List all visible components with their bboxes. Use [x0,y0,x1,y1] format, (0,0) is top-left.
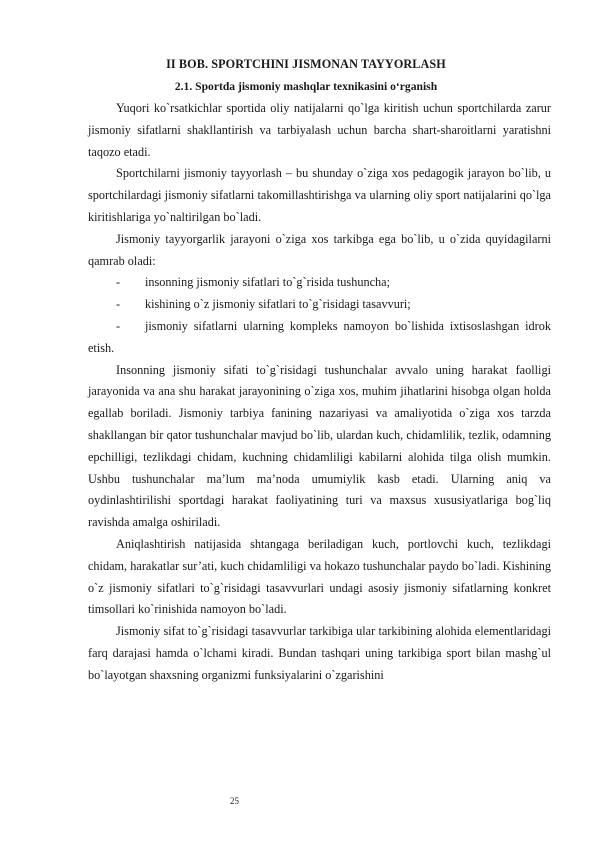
list-item [88,272,551,294]
section-title: 2.1. Sportda jismoniy mashqlar texnikasini o‘rganish [174,80,438,93]
list-marker: - [116,318,121,333]
list-item-text: kishining o`z jismoniy sifatlari to`g`risidagi tasavvuri; [145,297,411,312]
chapter-title: II BOB. SPORTCHINI JISMONAN TAYYORLASH [166,57,446,71]
paragraph: Sportchilarni jismoniy tayyorlash – bu shunday o`ziga xos pedagogik jarayon bo`lib, u sportchilardagi jismoniy sifatlarni takomillashtirishga va ularning oliy sport natijalarini qo`lga kiritishlariga yo`naltirilgan bo`ladi. [88,166,551,224]
list-item [88,316,551,360]
paragraph: Insonning jismoniy sifati to`g`risidagi tushunchalar avvalo uning harakat faolligi jarayonida va ana shu harakat jarayonining o`ziga xos, muhim jihatlarini hisobga olgan holda egallab boriladi. Jismoniy tarbiya fanining nazariyasi va amaliyotida o`ziga xos tarzda shakllangan bir qator tushunchalar mavjud bo`lib, ulardan kuch, chidamlilik, tezlik, odamning epchilligi, tezlikdagi chidam, kuchning chidamliligi kabilarni alohida tilga olish mumkin. Ushbu tushunchalar ma’lum ma’noda umumiylik kasb etadi. Ularning aniq va oydinlashtirilishi sportdagi harakat faoliyatining turi va maxsus xususiyatlariga bog`liq ravishda amalga oshiriladi. [88,362,551,530]
paragraph: Aniqlashtirish natijasida shtangaga beriladigan kuch, portlovchi kuch, tezlikdagi chidam, harakatlar sur’ati, kuch chidamliligi va hokazo tushunchalar paydo bo`ladi. Kishining o`z jismoniy sifatlari to`g`risidagi tasavvurlari undagi asosiy jismoniy sifatlarning konkret timsollari ko`rinishida namoyon bo`ladi. [88,536,551,617]
document-body [88,98,551,687]
list-item-text: insonning jismoniy sifatlari to`g`risida tushuncha; [145,275,390,290]
paragraph: Yuqori ko`rsatkichlar sportida oliy natijalarni qo`lga kiritish uchun sportchilarda zarur jismoniy sifatlarni shakllantirish va tarbiyalash uchun barcha shart-sharoitlarni yaratishni taqozo etadi. [88,101,551,159]
paragraph: Jismoniy tayyorgarlik jarayoni o`ziga xos tarkibga ega bo`lib, u o`zida quyidagilarni qamrab oladi: [88,231,551,268]
page-number: 25 [230,796,239,806]
list-item [88,294,551,316]
list-marker: - [116,297,121,312]
list-marker: - [116,275,121,290]
list-item-text: jismoniy sifatlarni ularning kompleks namoyon bo`lishida ixtisoslashgan idrok etish. [88,318,551,355]
paragraph: Jismoniy sifat to`g`risidagi tasavvurlar tarkibiga ular tarkibining alohida elementlaridagi farq darajasi hamda o`lchami kiradi. Bundan tashqari uning tarkibiga sport bilan mashg`ul bo`layotgan shaxsning organizmi funksiyalarini o`zgarishini [88,624,551,682]
